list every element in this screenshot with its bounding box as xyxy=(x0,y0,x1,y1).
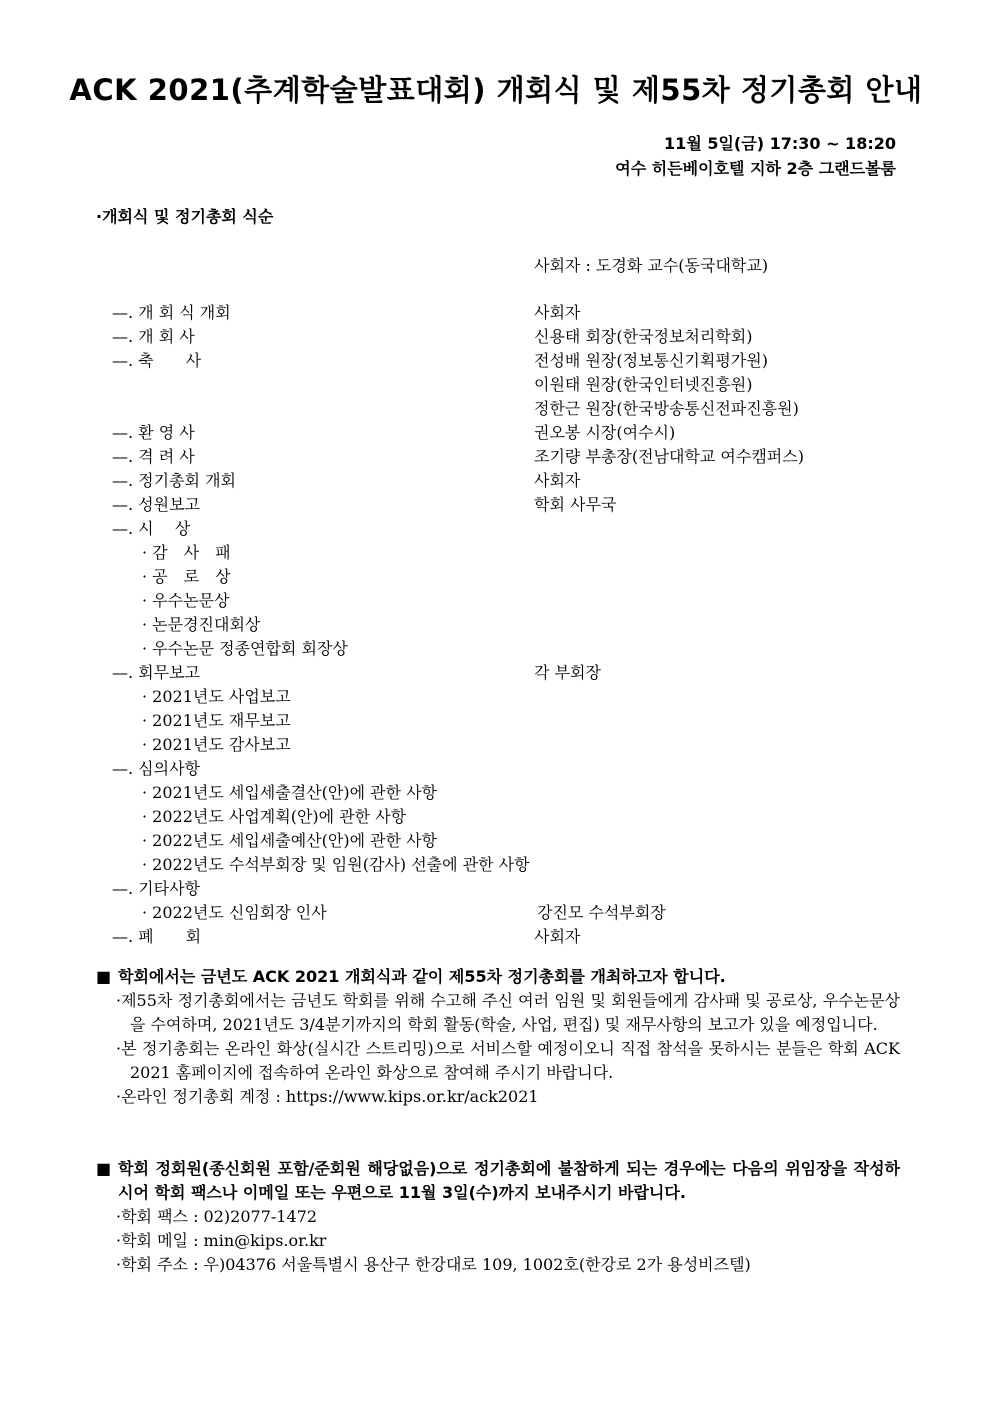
program-row xyxy=(0,300,992,324)
program-person: 학회 사무국 xyxy=(534,495,617,514)
program-person: 전성배 원장(정보통신기획평가원) xyxy=(534,351,768,370)
program-row xyxy=(0,900,992,924)
program-person: 강진모 수석부회장 xyxy=(537,903,666,922)
program-item: · 공 로 상 xyxy=(142,567,231,586)
program-row xyxy=(0,348,992,372)
program-row xyxy=(0,540,992,564)
program-row xyxy=(0,828,992,852)
program-item: · 우수논문상 xyxy=(142,591,230,610)
program-person: 권오봉 시장(여수시) xyxy=(534,423,676,442)
program-row xyxy=(0,588,992,612)
notice-proxy xyxy=(96,1157,900,1277)
program-row xyxy=(0,468,992,492)
program-person: 사회자 xyxy=(534,471,581,490)
program-row xyxy=(0,564,992,588)
program-item: · 2021년도 재무보고 xyxy=(142,711,291,730)
program-row xyxy=(0,852,992,876)
program-item: —. 축 사 xyxy=(112,351,202,370)
program-item: · 2022년도 세입세출예산(안)에 관한 사항 xyxy=(142,831,438,850)
program-item: · 2021년도 사업보고 xyxy=(142,687,291,706)
program-row xyxy=(0,684,992,708)
program-item: · 감 사 패 xyxy=(142,543,231,562)
program-row xyxy=(0,324,992,348)
notice-general-bullet: ·제55차 정기총회에서는 금년도 학회를 위해 수고해 주신 여러 임원 및 회원들에게 감사패 및 공로상, 우수논문상을 수여하며, 2021년도 3/4분기까지의 학회 활동(학술, 사업, 편집) 및 재무사항의 보고가 있을 예정입니다. xyxy=(116,991,900,1034)
contact-address: ·학회 주소 : 우)04376 서울특별시 용산구 한강대로 109, 1002호(한강로 2가 용성비즈텔) xyxy=(116,1255,751,1274)
program-person: 사회자 xyxy=(534,927,581,946)
program-person: 각 부회장 xyxy=(534,663,601,682)
program-person: 사회자 xyxy=(534,303,581,322)
program-row xyxy=(0,420,992,444)
program-row xyxy=(0,876,992,900)
program-row xyxy=(0,732,992,756)
program-person: 이원태 원장(한국인터넷진흥원) xyxy=(534,375,753,394)
program-row xyxy=(0,444,992,468)
program-row xyxy=(0,516,992,540)
page-title: ACK 2021(추계학술발표대회) 개회식 및 제55차 정기총회 안내 xyxy=(69,73,923,107)
program-item: —. 폐 회 xyxy=(112,927,202,946)
program-row xyxy=(0,492,992,516)
notice-general-headline: ■ 학회에서는 금년도 ACK 2021 개회식과 같이 제55차 정기총회를 개최하고자 합니다. xyxy=(96,965,900,989)
program-row xyxy=(0,372,992,396)
square-bullet-icon: ■ xyxy=(96,1159,112,1178)
program-item: · 2022년도 사업계획(안)에 관한 사항 xyxy=(142,807,407,826)
program-heading: ·개회식 및 정기총회 식순 xyxy=(96,207,274,226)
notice-general-bullet: ·온라인 정기총회 계정 : https://www.kips.or.kr/ack2021 xyxy=(116,1087,539,1106)
program-item: —. 성원보고 xyxy=(112,495,200,514)
notice-general xyxy=(96,965,900,1109)
program-item: · 2022년도 신임회장 인사 xyxy=(142,903,327,922)
program-item: —. 개 회 사 xyxy=(112,327,195,346)
square-bullet-icon: ■ xyxy=(96,967,112,986)
event-datetime: 11월 5일(금) 17:30 ~ 18:20 xyxy=(664,134,896,153)
program-item: · 2021년도 감사보고 xyxy=(142,735,291,754)
contact-fax: ·학회 팩스 : 02)2077-1472 xyxy=(116,1207,318,1226)
program-item: · 2022년도 수석부회장 및 임원(감사) 선출에 관한 사항 xyxy=(142,855,530,874)
contact-email: ·학회 메일 : min@kips.or.kr xyxy=(116,1231,327,1250)
program-item: —. 격 려 사 xyxy=(112,447,195,466)
program-row xyxy=(0,804,992,828)
program-item: —. 시 상 xyxy=(112,519,191,538)
program-row xyxy=(0,756,992,780)
notice-proxy-headline: ■ 학회 정회원(종신회원 포함/준회원 해당없음)으로 정기총회에 불참하게 되는 경우에는 다음의 위임장을 작성하시어 학회 팩스나 이메일 또는 우편으로 11월 3일(수)까지 보내주시기 바랍니다. xyxy=(96,1159,900,1202)
program-item: —. 환 영 사 xyxy=(112,423,195,442)
program-person: 조기량 부총장(전남대학교 여수캠퍼스) xyxy=(534,447,804,466)
program-item: —. 기타사항 xyxy=(112,879,200,898)
program-row xyxy=(0,612,992,636)
event-venue: 여수 히든베이호텔 지하 2층 그랜드볼룸 xyxy=(615,159,896,178)
program-item: —. 정기총회 개회 xyxy=(112,471,236,490)
program-emcee: 사회자 : 도경화 교수(동국대학교) xyxy=(534,256,769,275)
program-row xyxy=(0,780,992,804)
program-item: · 2021년도 세입세출결산(안)에 관한 사항 xyxy=(142,783,438,802)
program-row xyxy=(0,396,992,420)
program-item: · 우수논문 정종연합회 회장상 xyxy=(142,639,348,658)
program-item: —. 심의사항 xyxy=(112,759,200,778)
program-item: · 논문경진대회상 xyxy=(142,615,261,634)
program-person: 정한근 원장(한국방송통신전파진흥원) xyxy=(534,399,799,418)
program-row xyxy=(0,636,992,660)
program-item: —. 회무보고 xyxy=(112,663,200,682)
program-person: 신용태 회장(한국정보처리학회) xyxy=(534,327,753,346)
notice-general-bullet: ·본 정기총회는 온라인 화상(실시간 스트리밍)으로 서비스할 예정이오니 직접 참석을 못하시는 분들은 학회 ACK 2021 홈페이지에 접속하여 온라인 화상으로 참여해 주시기 바랍니다. xyxy=(116,1039,900,1082)
program-item: —. 개 회 식 개회 xyxy=(112,303,231,322)
program-row xyxy=(0,708,992,732)
program-row xyxy=(0,660,992,684)
program-row xyxy=(0,924,992,948)
